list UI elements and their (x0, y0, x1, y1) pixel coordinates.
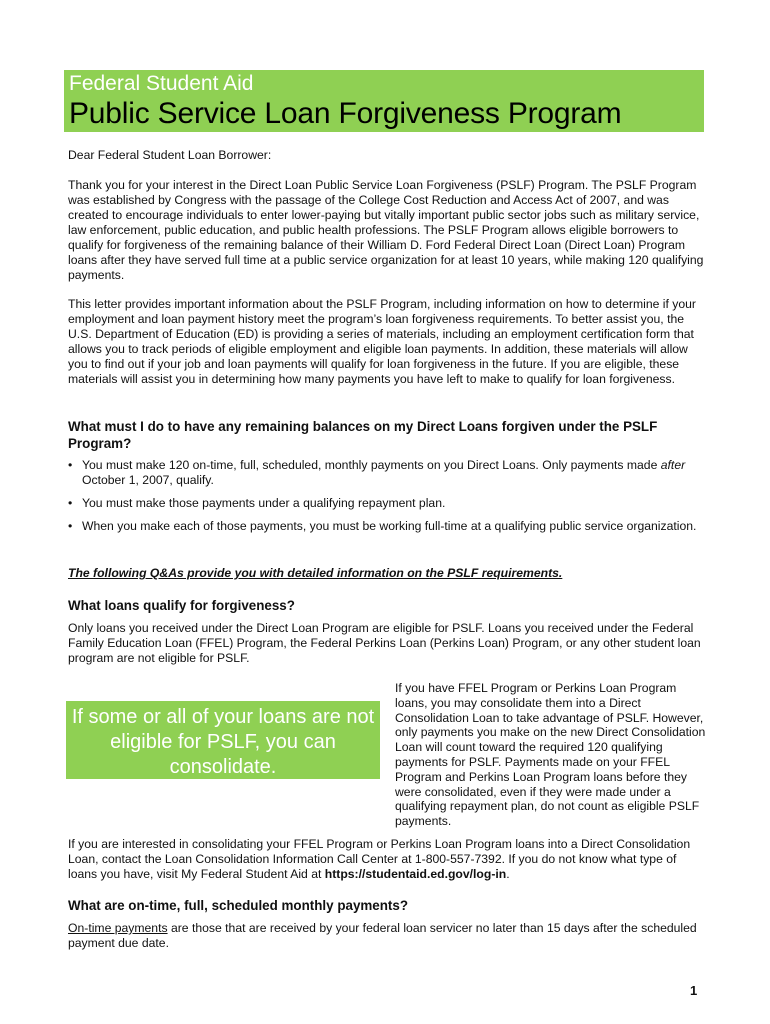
letter-paragraph: This letter provides important information about the PSLF Program, including information on how to determine if your employment and loan payment history meet the program’s loan forgiveness requirements. To better assist you, the U.S. Department of Education (ED) is providing a series of materials, including an employment certification form that allows you to track periods of eligible employment and eligible loan payments. In addition, these materials will allow you to find out if your job and loan payments will qualify for loan forgiveness in the future. If you are eligible, these materials will assist you in determining how many payments you have left to make to qualify for loan forgiveness. (68, 297, 696, 386)
consolidate-callout: If some or all of your loans are not eligible for PSLF, you can consolidate. (66, 701, 380, 779)
ontime-term: On-time payments (68, 921, 168, 935)
list-item (68, 458, 708, 488)
consolidation-side-text: If you have FFEL Program or Perkins Loan Program loans, you may consolidate them into a Direct Consolidation Loan to take advantage of PSLF. However, only payments you make on the new Direct Consolidation Loan will count toward the required 120 qualifying payments for PSLF. Payments made on your FFEL Program and Perkins Loan Program loans before they were consolidated, even if they were made under a qualifying repayment plan, do not count as eligible PSLF payments. (395, 681, 706, 829)
bullet3-text: When you make each of those payments, you must be working full-time at a qualifying public service organization. (82, 519, 697, 533)
header-banner (64, 70, 704, 132)
ontime-definition: are those that are received by your federal loan servicer no later than 15 days after the scheduled payment due date. (68, 921, 697, 950)
header-subtitle: Federal Student Aid (69, 72, 254, 95)
list-item (68, 496, 708, 511)
section3-body (68, 921, 704, 951)
bullet2-text: You must make those payments under a qualifying repayment plan. (82, 496, 446, 510)
intro-paragraph: Thank you for your interest in the Direct Loan Public Service Loan Forgiveness (PSLF) Program. The PSLF Program was established by Congress with the passage of the College Cost Reduction and Access Act of 2007, and was created to encourage individuals to enter lower-paying but vitally important public sector jobs such as military service, law enforcement, public education, and public health professions. The PSLF Program allows eligible borrowers to qualify for forgiveness of the remaining balance of their William D. Ford Federal Direct Loan (Direct Loan) Program loans after they have served full time at a public service organization for at least 10 years, while making 120 qualifying payments. (68, 178, 704, 282)
bullet-icon: • (68, 458, 73, 472)
bullet1-text-a: You must make 120 on-time, full, scheduled, monthly payments on you Direct Loans. Only payments made (82, 458, 658, 472)
consolidate-text: If you are interested in consolidating your FFEL Program or Perkins Loan Program loans into a Direct Consolidation Loan, contact the Loan Consolidation Information Call Center at 1-800-557-7392. If you do not know what type of loans you have, visit My Federal Student Aid at (68, 837, 691, 881)
bullet-icon: • (68, 496, 73, 510)
list-item (68, 519, 708, 534)
bullet1-text-b: October 1, 2007, qualify. (82, 473, 214, 487)
section3-heading: What are on-time, full, scheduled monthly payments? (68, 898, 409, 913)
page-number: 1 (690, 983, 698, 998)
section2-heading: What loans qualify for forgiveness? (68, 598, 295, 613)
bullet-icon: • (68, 519, 73, 533)
page-title: Public Service Loan Forgiveness Program (69, 97, 622, 130)
consolidate-end: . (506, 867, 510, 881)
bullet1-after: after (660, 458, 686, 472)
qa-note: The following Q&As provide you with detailed information on the PSLF requirements. (68, 566, 563, 580)
consolidate-paragraph (68, 837, 704, 882)
studentaid-link[interactable]: https://studentaid.ed.gov/log-in (324, 867, 507, 881)
salutation: Dear Federal Student Loan Borrower: (68, 148, 272, 162)
section1-heading: What must I do to have any remaining balances on my Direct Loans forgiven under the PSLF Program? (68, 419, 658, 451)
section2-body: Only loans you received under the Direct Loan Program are eligible for PSLF. Loans you received under the Federal Family Education Loan (FFEL) Program, the Federal Perkins Loan (Perkins Loan) Program, or any other student loan program are not eligible for PSLF. (68, 621, 701, 665)
requirements-list (68, 458, 708, 534)
